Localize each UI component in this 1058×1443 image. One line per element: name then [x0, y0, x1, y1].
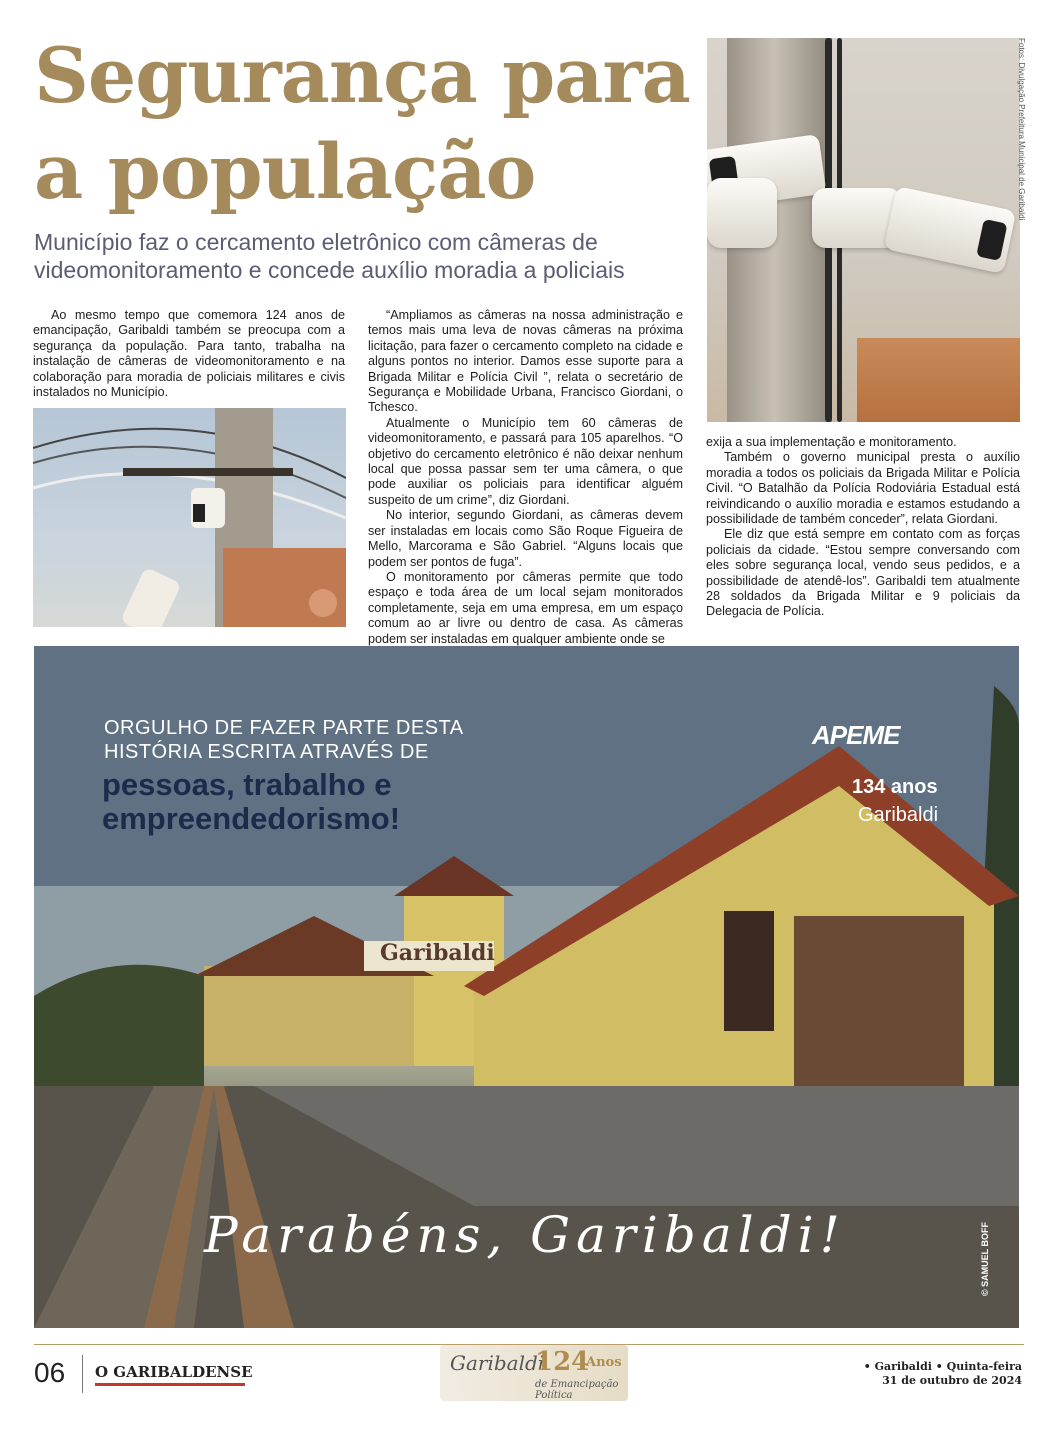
ad-photo-credit: © SAMUEL BOFF — [980, 1222, 990, 1296]
anniversary-city: Garibaldi — [858, 804, 939, 826]
column-2 — [368, 308, 683, 647]
badge-anos: Anos — [586, 1355, 622, 1370]
cameras-photo — [707, 38, 1020, 422]
anniversary-badge — [440, 1345, 628, 1401]
paragraph: “Ampliamos as câmeras na nossa administração e temos mais uma leva de novas câmeras na próxima licitação, para fazer o cercamento completo na cidade e alguns pontos no interior. Damos esse suporte para a Brigada Militar e Polícia Civil ”, relata o secretário de Segurança e Mobilidade Urbana, Francisco Giordani, o Tchesco. — [368, 308, 683, 415]
photo-credit: Fotos: Divulgação Prefeitura Municipal de Garibaldi — [1017, 38, 1026, 221]
headline-line-1: Segurança para — [34, 31, 690, 120]
page-number: 06 — [34, 1357, 66, 1388]
badge-subtitle: de Emancipação Política — [535, 1379, 619, 1401]
badge-name: Garibaldi — [450, 1351, 545, 1375]
paragraph: Atualmente o Município tem 60 câmeras de videomonitoramento, e passará para 105 aparelhos. “O objetivo do cercamento eletrônico é não deixar nenhum local que possa passar sem ter uma câmera, o que pode auxiliar os policiais para identificar alguém suspeito de um crime”, diz Giordani. — [368, 415, 683, 507]
headline-line-2: a população — [34, 127, 536, 216]
column-1 — [33, 308, 345, 400]
paragraph: exija a sua implementação e monitoramento. — [706, 435, 957, 449]
edition-date: 31 de outubro de 2024 — [882, 1374, 1022, 1387]
paragraph: Também o governo municipal presta o auxílio moradia a todos os policiais da Brigada Militar e Polícia Civil. “O Batalhão da Polícia Rodoviária Estadual está reivindicando o auxílio moradia e estamos estudando a possibilidade de também conceder”, relata Giordani. — [706, 450, 1020, 527]
column-3 — [706, 435, 1020, 620]
paragraph: O monitoramento por câmeras permite que todo espaço e toda área de um local sejam monitorados completamente, seja em uma empresa, em um espaço comum ao ar livre ou dentro de casa. As câmeras podem ser instaladas em qualquer ambiente onde se — [368, 569, 683, 646]
paragraph: No interior, segundo Giordani, as câmeras devem ser instaladas em locais como São Roque Figueira de Mello, Marcorama e São Gabriel. “Alguns locais que podem ser pontos de fuga”. — [368, 508, 683, 569]
apeme-logo: APEME — [812, 720, 900, 750]
ad-headline: pessoas, trabalho e empreendedorismo! — [102, 767, 401, 836]
street-camera-illustration — [33, 408, 346, 627]
edition-info — [850, 1360, 1022, 1388]
apeme-advertisement — [34, 646, 1019, 1328]
congratulations-script: Parabéns, Garibaldi! — [204, 1206, 846, 1264]
subheadline: Município faz o cercamento eletrônico com câmeras de videomonitoramento e concede auxílio moradia a policiais — [34, 229, 625, 283]
badge-number: 124 — [535, 1347, 590, 1377]
edition-location: • Garibaldi • Quinta-feira — [863, 1360, 1022, 1373]
anniversary-years: 134 anos — [852, 776, 938, 798]
newspaper-logo: O GARIBALDENSE — [95, 1363, 253, 1381]
paragraph: Ele diz que está sempre em contato com as forças policiais da cidade. “Estou sempre conversando com eles sobre segurança local, vendo seus pedidos, e a possibilidade de atendê-los”. Garibaldi tem atualmente 28 soldados da Brigada Militar e 9 policiais da Delegacia de Polícia. — [706, 527, 1020, 619]
station-sign: Garibaldi — [380, 940, 495, 966]
headline — [34, 28, 690, 220]
camera-2 — [884, 186, 1017, 274]
paragraph: Ao mesmo tempo que comemora 124 anos de emancipação, Garibaldi também se preocupa com a segurança da população. Para tanto, trabalha na instalação de câmeras de videomonitoramento e na colaboração para moradia de policiais militares e civis instalados no Município. — [33, 308, 345, 400]
street-camera-photo — [33, 408, 346, 627]
footer-divider — [82, 1355, 83, 1393]
ad-tagline: ORGULHO DE FAZER PARTE DESTA HISTÓRIA ESCRITA ATRAVÉS DE — [104, 717, 464, 763]
logo-underline — [95, 1383, 245, 1386]
